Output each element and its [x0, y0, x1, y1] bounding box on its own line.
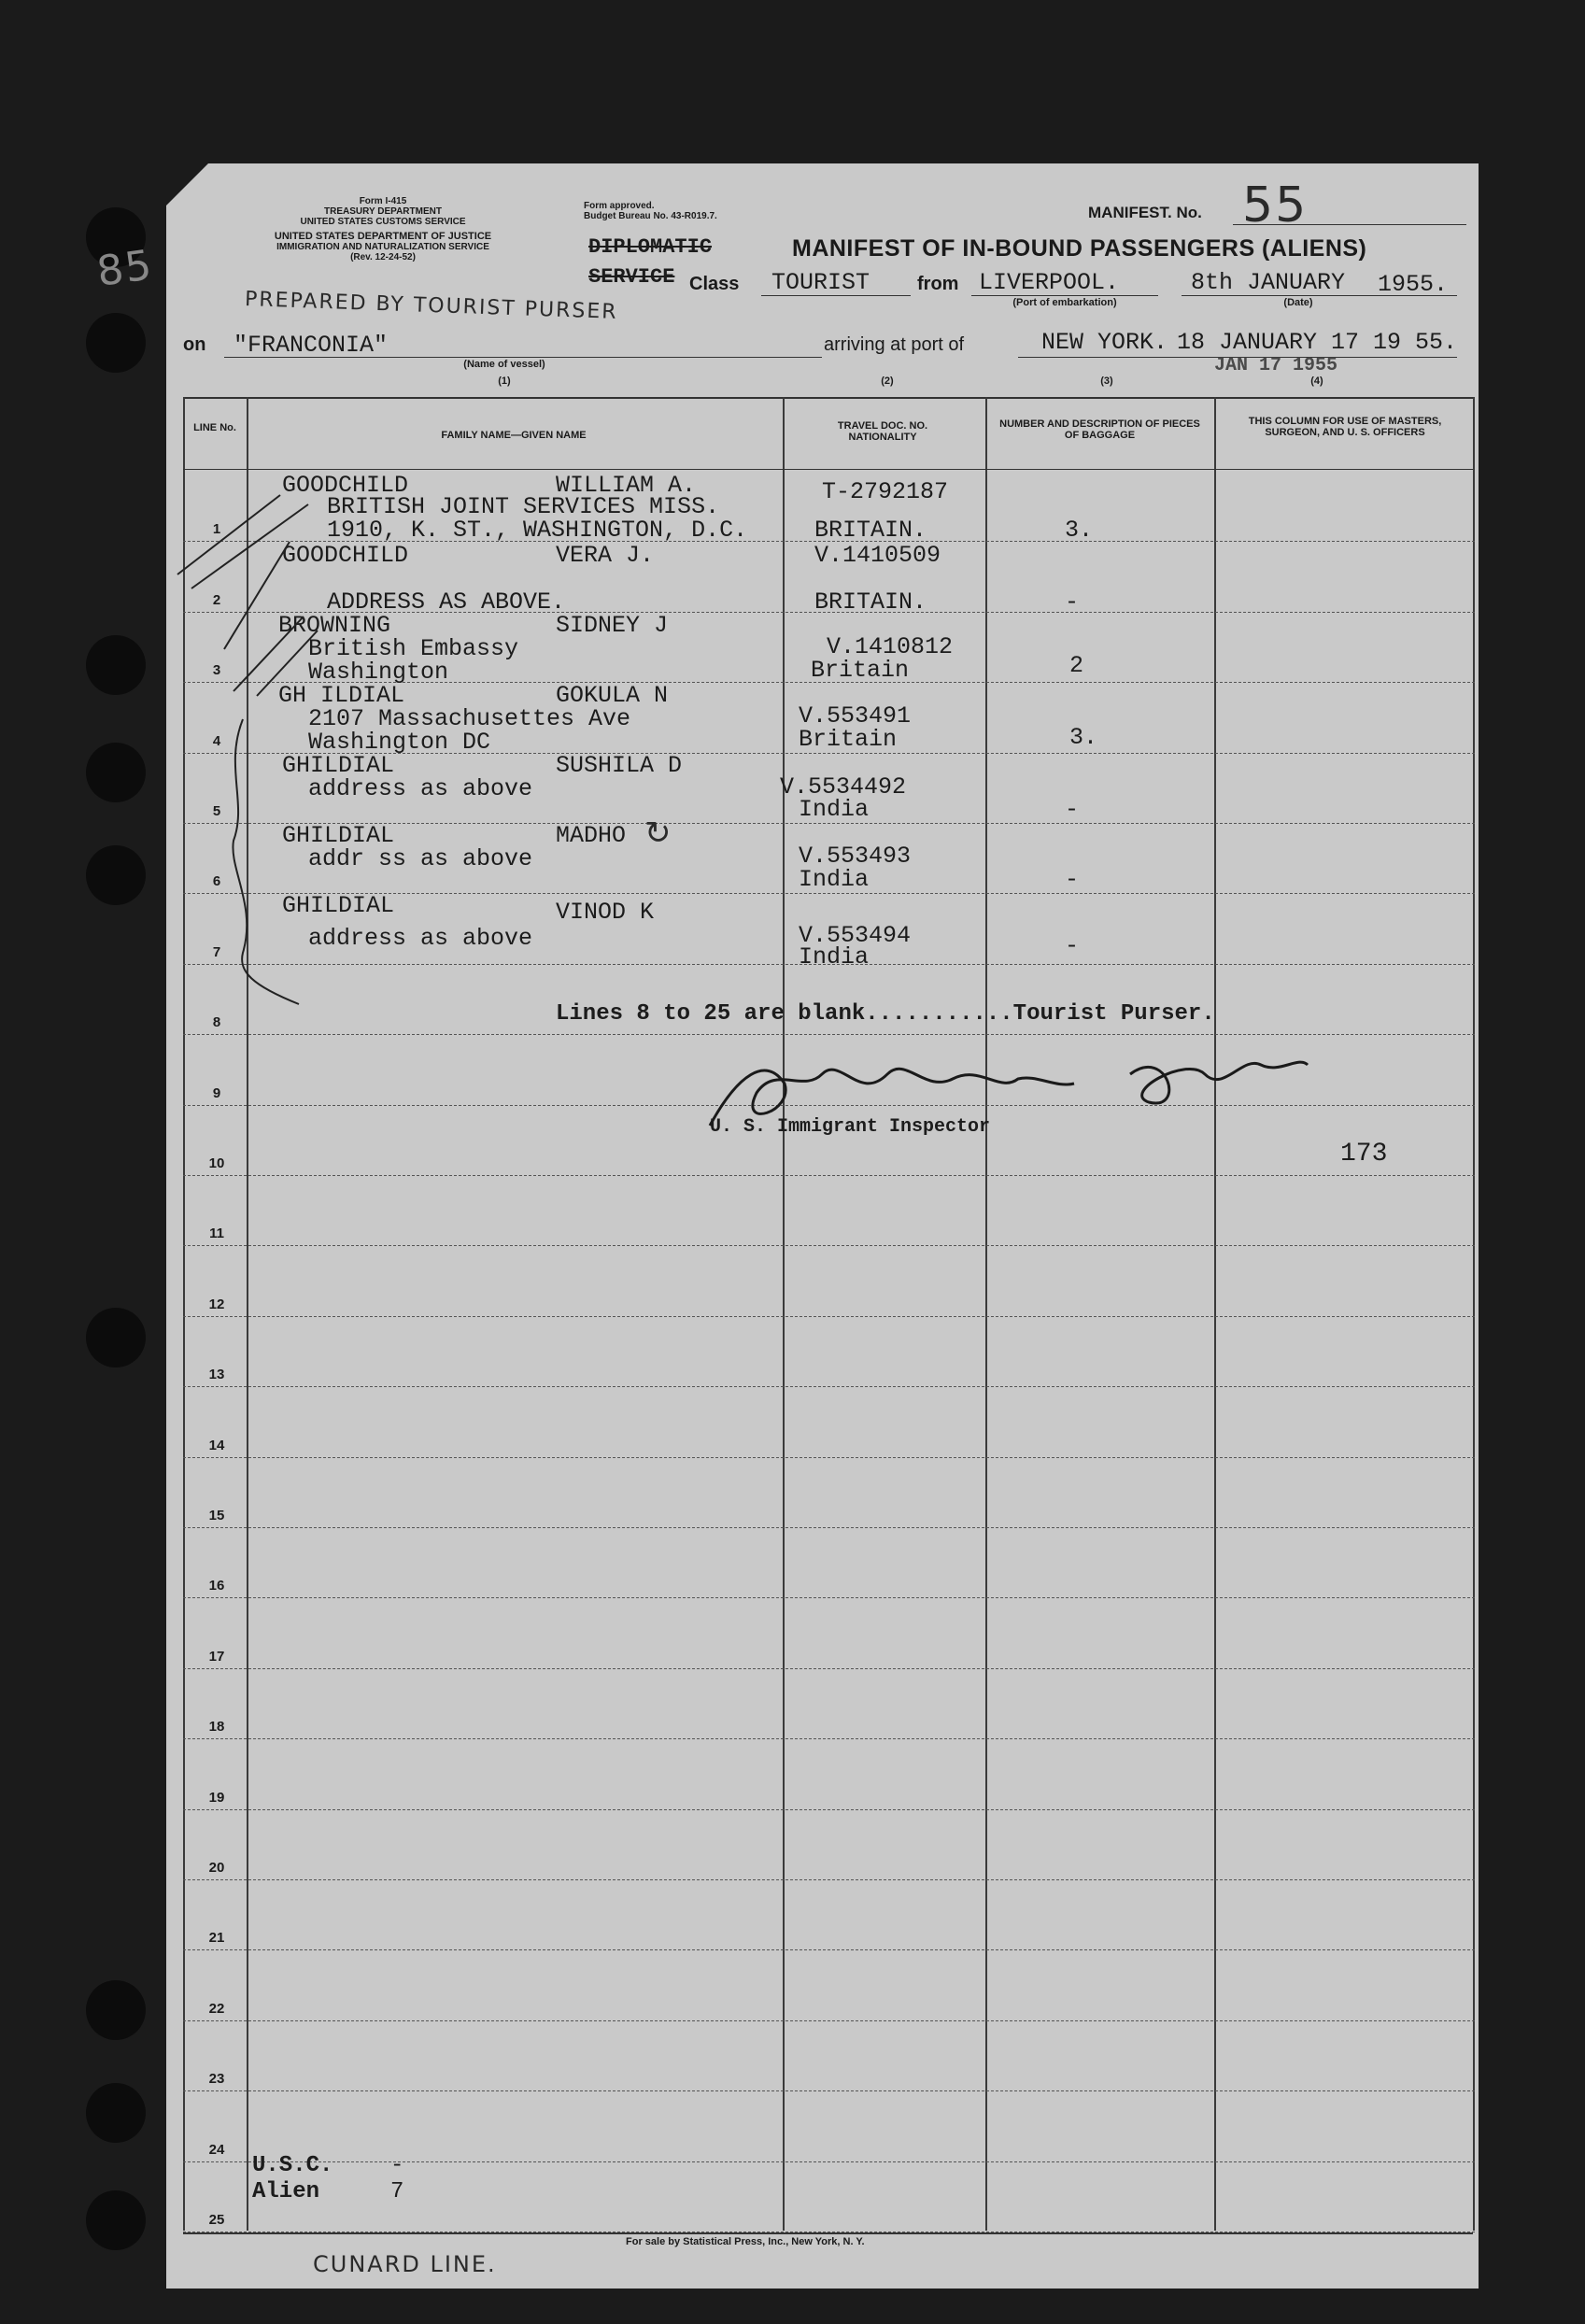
- entry-family-name: GHILDIAL: [282, 822, 395, 849]
- entry-address: 2107 Massachusettes Ave: [308, 705, 631, 732]
- entry-given-name: GOKULA N: [556, 682, 669, 709]
- alien-label: Alien: [252, 2179, 320, 2204]
- prepared-by-note: PREPARED BY TOURIST PURSER: [244, 288, 618, 324]
- ins-service: IMMIGRATION AND NATURALIZATION SERVICE: [276, 242, 489, 252]
- line-number: 19: [208, 1790, 225, 1806]
- line-number: 15: [208, 1508, 225, 1523]
- form-id: Form I-415: [359, 196, 407, 206]
- entry-family-name: GOODCHILD: [282, 472, 409, 499]
- col-name: FAMILY NAME—GIVEN NAME: [441, 430, 587, 441]
- binder-hole: [86, 1308, 146, 1367]
- budget-bureau: Budget Bureau No. 43-R019.7.: [584, 211, 717, 221]
- entry-address: BRITISH JOINT SERVICES MISS.: [327, 493, 720, 520]
- printer-note: For sale by Statistical Press, Inc., New York, N. Y.: [626, 2236, 865, 2247]
- row-divider: [183, 2161, 1475, 2162]
- entry-given-name: SIDNEY J: [556, 612, 669, 639]
- on-label: on: [183, 334, 206, 355]
- binder-hole: [86, 2190, 146, 2250]
- class-label: Class: [689, 274, 740, 294]
- entry-family-name: BROWNING: [278, 612, 391, 639]
- line-number: 12: [208, 1297, 225, 1312]
- arrival-date: 18 JANUARY 17: [1177, 329, 1360, 356]
- entry-travel-doc: T-2792187: [822, 478, 949, 505]
- row-divider: [183, 1526, 1475, 1528]
- line-number: 1: [212, 521, 221, 537]
- caption-2: (2): [881, 376, 894, 387]
- arrival-year: 19 55.: [1373, 329, 1458, 356]
- arriving-label: arriving at port of: [824, 334, 965, 355]
- entry-baggage: -: [1065, 866, 1080, 893]
- departure-year: 1955.: [1378, 271, 1449, 298]
- treasury-dept: TREASURY DEPARTMENT: [324, 206, 442, 217]
- row-divider: [183, 1667, 1475, 1669]
- pen-loop-mark: ↻: [644, 815, 673, 852]
- line-number: 10: [208, 1155, 225, 1171]
- entry-given-name: SUSHILA D: [556, 752, 683, 779]
- col-line-no: LINE No.: [193, 422, 236, 433]
- binder-hole: [86, 313, 146, 373]
- row-divider: [183, 1737, 1475, 1739]
- entry-address: British Embassy: [308, 635, 519, 662]
- manifest-number-label: MANIFEST. No.: [1088, 204, 1202, 221]
- page-count: 173: [1340, 1140, 1388, 1169]
- us-citizens-label: U.S.C.: [252, 2153, 333, 2178]
- entry-address: addr ss as above: [308, 845, 533, 872]
- line-number: 18: [208, 1719, 225, 1735]
- col-travel-doc: TRAVEL DOC. NO. NATIONALITY: [837, 420, 928, 443]
- row-divider: [183, 1878, 1475, 1880]
- binder-hole: [86, 635, 146, 695]
- alien-count: 7: [390, 2179, 404, 2204]
- row-divider: [183, 1808, 1475, 1810]
- line-number: 24: [208, 2142, 225, 2158]
- line-number: 25: [208, 2212, 225, 2228]
- entry-family-name: GHILDIAL: [282, 892, 395, 919]
- date-stamp: JAN 17 1955: [1214, 355, 1338, 376]
- line-number: 8: [212, 1014, 221, 1030]
- binder-hole: [86, 1980, 146, 2040]
- entry-nationality: BRITAIN.: [814, 517, 927, 544]
- row-divider: [183, 1385, 1475, 1387]
- manifest-number: 55: [1242, 177, 1309, 234]
- customs-service: UNITED STATES CUSTOMS SERVICE: [300, 217, 466, 227]
- entry-nationality: Britain: [811, 657, 910, 684]
- entry-given-name: MADHO: [556, 822, 627, 849]
- row-divider: [183, 1596, 1475, 1598]
- entry-given-name: VERA J.: [556, 542, 655, 569]
- entry-baggage: 3.: [1069, 724, 1098, 751]
- us-citizens-count: -: [390, 2153, 404, 2178]
- line-number: 17: [208, 1649, 225, 1665]
- line-number: 22: [208, 2001, 225, 2017]
- arrival-port: NEW YORK.: [1041, 329, 1168, 356]
- departure-date: 8th JANUARY: [1191, 269, 1346, 296]
- row-divider: [183, 2019, 1475, 2021]
- entry-address: address as above: [308, 775, 533, 802]
- inspector-label: U. S. Immigrant Inspector: [710, 1116, 991, 1138]
- entry-baggage: 2: [1069, 652, 1084, 679]
- entry-travel-doc: V.553494: [799, 922, 912, 949]
- row-divider: [183, 1456, 1475, 1458]
- entry-address: address as above: [308, 925, 533, 952]
- line-number: 9: [212, 1085, 221, 1101]
- entry-travel-doc: V.5534492: [780, 773, 907, 801]
- entry-given-name: WILLIAM A.: [556, 472, 697, 499]
- row-divider: [183, 1948, 1475, 1950]
- entry-baggage: -: [1065, 932, 1080, 959]
- entry-given-name: VINOD K: [556, 899, 655, 926]
- margin-mark: 85: [93, 241, 157, 296]
- line-number: 4: [212, 733, 221, 749]
- entry-baggage: -: [1065, 796, 1080, 823]
- entry-nationality: India: [799, 796, 870, 823]
- line-number: 7: [212, 944, 221, 960]
- line-number: 20: [208, 1860, 225, 1876]
- struck-word: SERVICE: [588, 265, 675, 289]
- col-baggage: NUMBER AND DESCRIPTION OF PIECES OF BAGGAGE: [999, 418, 1200, 441]
- line-number: 23: [208, 2071, 225, 2087]
- line-number: 5: [212, 803, 221, 819]
- entry-family-name: GOODCHILD: [282, 542, 409, 569]
- entry-nationality: Britain: [799, 726, 898, 753]
- revision: (Rev. 12-24-52): [350, 252, 416, 262]
- entry-travel-doc: V.553491: [799, 702, 912, 730]
- pen-strike-marks: [168, 467, 467, 1009]
- row-divider: [183, 1315, 1475, 1317]
- entry-family-name: GHILDIAL: [282, 752, 395, 779]
- entry-nationality: India: [799, 943, 870, 971]
- entry-travel-doc: V.1410812: [827, 633, 954, 660]
- entry-travel-doc: V.1410509: [814, 542, 941, 569]
- row-divider: [183, 1244, 1475, 1246]
- form-agency-block: [187, 196, 579, 262]
- line-number: 13: [208, 1367, 225, 1382]
- entry-address: ADDRESS AS ABOVE.: [327, 588, 566, 616]
- line-number: 11: [209, 1226, 224, 1241]
- cunard-line-note: CUNARD LINE.: [313, 2251, 497, 2277]
- entry-family-name: GH ILDIAL: [278, 682, 405, 709]
- class-value: TOURIST: [771, 269, 870, 296]
- port-caption: (Port of embarkation): [1012, 297, 1117, 308]
- entry-baggage: -: [1065, 588, 1080, 616]
- line-number: 3: [212, 662, 221, 678]
- port-of-embarkation: LIVERPOOL.: [979, 269, 1120, 296]
- entry-travel-doc: V.553493: [799, 843, 912, 870]
- entry-address: Washington: [308, 659, 449, 686]
- entry-baggage: 3.: [1065, 517, 1094, 544]
- line-number: 2: [212, 592, 221, 608]
- row-divider: [183, 2231, 1475, 2232]
- row-divider: [183, 1174, 1475, 1176]
- vessel-name: "FRANCONIA": [234, 332, 389, 359]
- binder-hole: [86, 2083, 146, 2143]
- form-approved: Form approved.: [584, 201, 655, 211]
- line-number: 16: [208, 1578, 225, 1594]
- manifest-title: MANIFEST OF IN-BOUND PASSENGERS (ALIENS): [792, 235, 1367, 262]
- struck-word: DIPLOMATIC: [588, 235, 713, 259]
- from-label: from: [917, 274, 959, 294]
- col-officers: THIS COLUMN FOR USE OF MASTERS, SURGEON, AND U. S. OFFICERS: [1248, 416, 1442, 438]
- justice-dept: UNITED STATES DEPARTMENT OF JUSTICE: [274, 231, 492, 242]
- row-divider: [183, 2090, 1475, 2091]
- binder-hole: [86, 845, 146, 905]
- entry-nationality: India: [799, 866, 870, 893]
- caption-1: (1): [498, 376, 511, 387]
- vessel-caption: (Name of vessel): [463, 359, 545, 370]
- entry-address: 1910, K. ST., WASHINGTON, D.C.: [327, 517, 748, 544]
- entry-address: Washington DC: [308, 729, 491, 756]
- line-number: 21: [208, 1930, 225, 1946]
- line-number: 14: [208, 1438, 225, 1453]
- date-caption: (Date): [1283, 297, 1313, 308]
- caption-3: (3): [1100, 376, 1113, 387]
- caption-4: (4): [1310, 376, 1323, 387]
- row-divider: [183, 1033, 1475, 1035]
- binder-hole: [86, 743, 146, 802]
- entry-nationality: BRITAIN.: [814, 588, 927, 616]
- blank-lines-note: Lines 8 to 25 are blank...........Tourist Purser.: [556, 1001, 1215, 1027]
- line-number: 6: [212, 873, 221, 889]
